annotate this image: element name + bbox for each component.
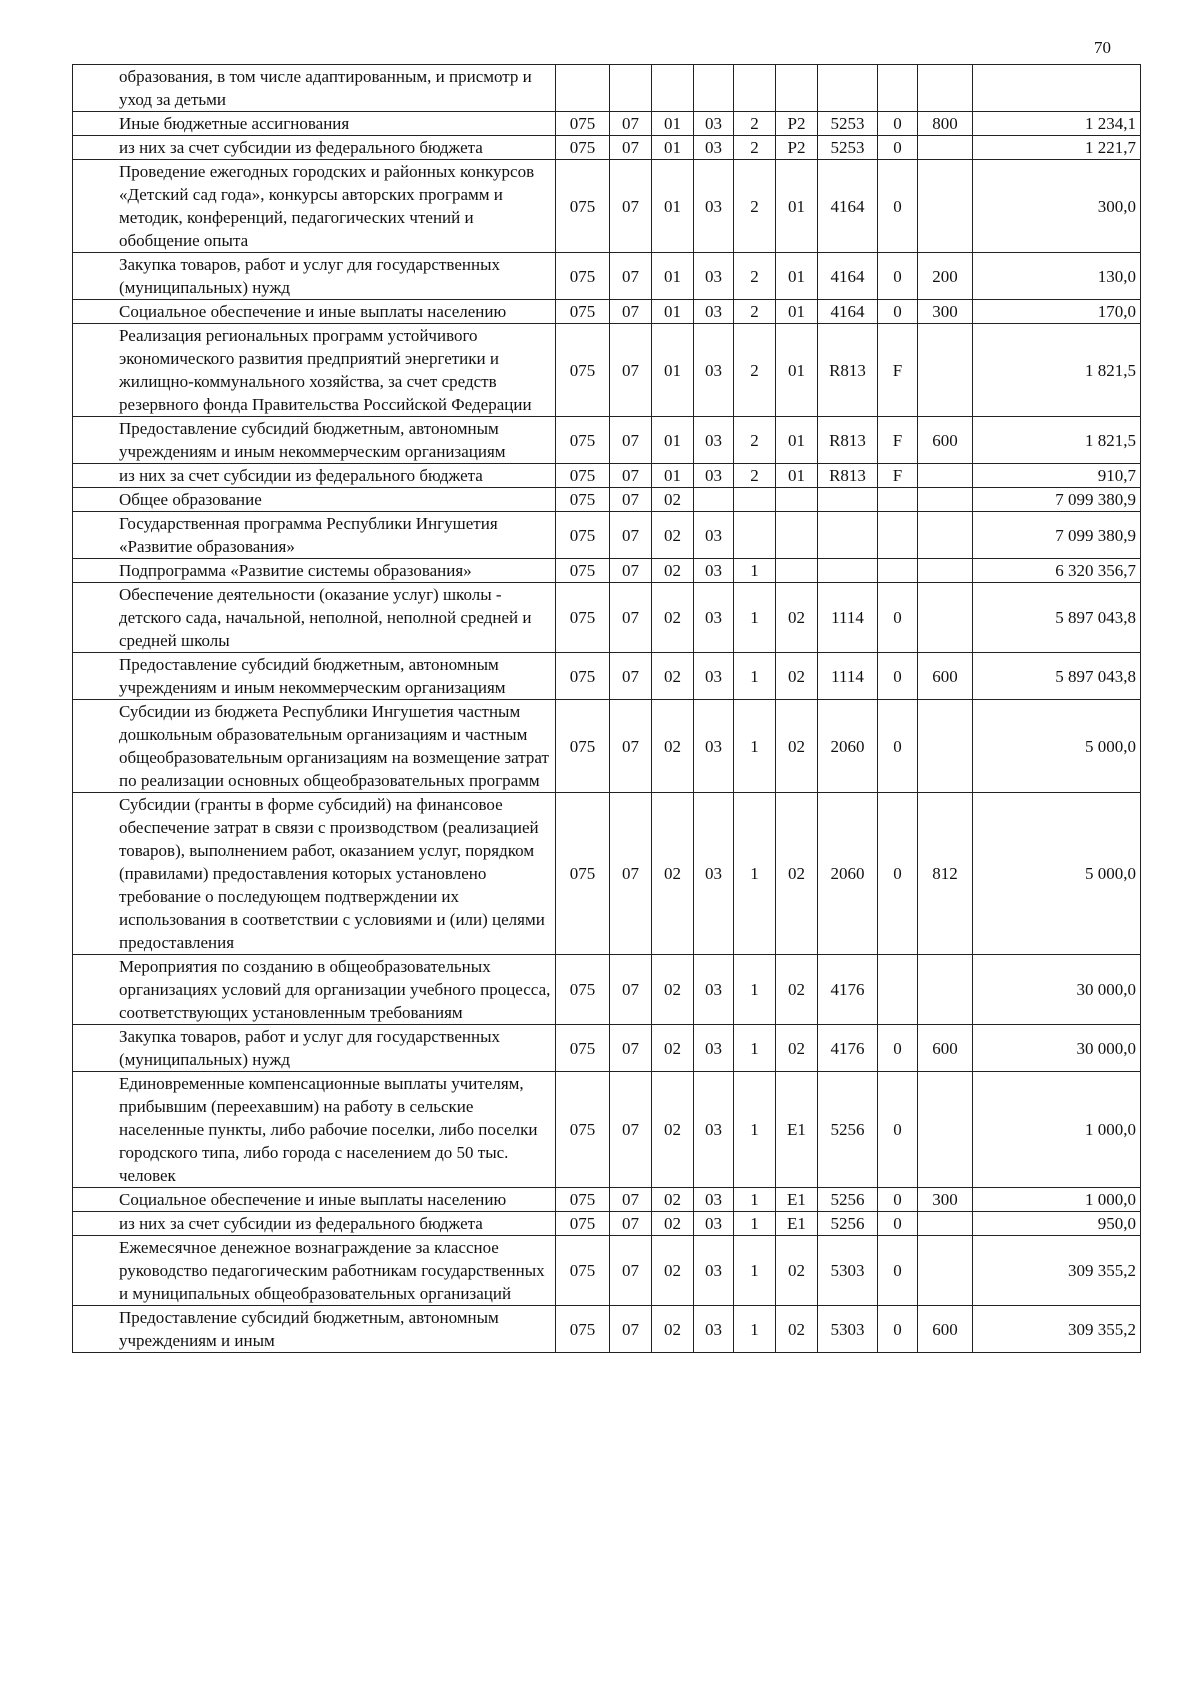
program-code-cell: 03 [694, 583, 734, 653]
event-code-cell [776, 488, 818, 512]
event-code-cell: 02 [776, 1236, 818, 1306]
event-code-cell: 01 [776, 160, 818, 253]
amount-cell: 7 099 380,9 [973, 488, 1141, 512]
direction-code-cell: 1114 [818, 653, 878, 700]
ministry-code-cell: 075 [556, 253, 610, 300]
direction-suffix-cell: 0 [878, 136, 918, 160]
section-code-cell: 07 [610, 417, 652, 464]
expense-type-code-cell [918, 324, 973, 417]
event-code-cell: 01 [776, 324, 818, 417]
expense-type-code-cell: 300 [918, 1188, 973, 1212]
program-code-cell: 03 [694, 136, 734, 160]
row-name-cell: из них за счет субсидии из федерального бюджета [73, 1212, 556, 1236]
section-code-cell: 07 [610, 488, 652, 512]
subsection-code-cell: 01 [652, 324, 694, 417]
table-row [73, 136, 1141, 160]
direction-suffix-cell: 0 [878, 1188, 918, 1212]
row-name-cell: Мероприятия по созданию в общеобразовательных организациях условий для организации учебного процесса, соответствующих установленным требованиям [73, 955, 556, 1025]
program-code-cell: 03 [694, 1188, 734, 1212]
direction-suffix-cell: 0 [878, 1306, 918, 1353]
direction-code-cell [818, 65, 878, 112]
subprogram-code-cell: 2 [734, 324, 776, 417]
subsection-code-cell: 02 [652, 700, 694, 793]
table-row [73, 1236, 1141, 1306]
table-row [73, 653, 1141, 700]
row-name-cell: Закупка товаров, работ и услуг для государственных (муниципальных) нужд [73, 1025, 556, 1072]
direction-suffix-cell: 0 [878, 112, 918, 136]
row-name-cell: Закупка товаров, работ и услуг для государственных (муниципальных) нужд [73, 253, 556, 300]
amount-cell: 7 099 380,9 [973, 512, 1141, 559]
direction-suffix-cell [878, 559, 918, 583]
subsection-code-cell: 01 [652, 112, 694, 136]
subsection-code-cell: 02 [652, 653, 694, 700]
expense-type-code-cell [918, 136, 973, 160]
expense-type-code-cell: 800 [918, 112, 973, 136]
direction-suffix-cell [878, 65, 918, 112]
direction-suffix-cell: 0 [878, 1236, 918, 1306]
program-code-cell: 03 [694, 324, 734, 417]
direction-suffix-cell: F [878, 324, 918, 417]
table-row [73, 65, 1141, 112]
expense-type-code-cell [918, 488, 973, 512]
subprogram-code-cell: 2 [734, 112, 776, 136]
event-code-cell: 02 [776, 793, 818, 955]
subsection-code-cell: 02 [652, 793, 694, 955]
row-name-cell: Субсидии из бюджета Республики Ингушетия частным дошкольным образовательным организациям и частным общеобразовательным организациям на возмещение затрат по реализации основных общеобразовательных программ [73, 700, 556, 793]
amount-cell: 950,0 [973, 1212, 1141, 1236]
ministry-code-cell: 075 [556, 300, 610, 324]
row-name-cell: из них за счет субсидии из федерального бюджета [73, 136, 556, 160]
expense-type-code-cell: 600 [918, 417, 973, 464]
section-code-cell: 07 [610, 512, 652, 559]
section-code-cell: 07 [610, 1025, 652, 1072]
amount-cell [973, 65, 1141, 112]
subsection-code-cell: 01 [652, 253, 694, 300]
program-code-cell: 03 [694, 160, 734, 253]
subsection-code-cell: 02 [652, 583, 694, 653]
row-name-cell: Общее образование [73, 488, 556, 512]
expense-type-code-cell [918, 65, 973, 112]
event-code-cell: E1 [776, 1212, 818, 1236]
ministry-code-cell: 075 [556, 1188, 610, 1212]
subsection-code-cell: 01 [652, 160, 694, 253]
section-code-cell: 07 [610, 955, 652, 1025]
ministry-code-cell: 075 [556, 1025, 610, 1072]
ministry-code-cell: 075 [556, 324, 610, 417]
ministry-code-cell: 075 [556, 1306, 610, 1353]
ministry-code-cell: 075 [556, 1236, 610, 1306]
ministry-code-cell: 075 [556, 955, 610, 1025]
subprogram-code-cell [734, 65, 776, 112]
amount-cell: 5 897 043,8 [973, 583, 1141, 653]
row-name-cell: Единовременные компенсационные выплаты учителям, прибывшим (переехавшим) на работу в сельские населенные пункты, либо рабочие поселки, либо поселки городского типа, либо города с населением до 50 тыс. человек [73, 1072, 556, 1188]
expense-type-code-cell: 200 [918, 253, 973, 300]
amount-cell: 1 821,5 [973, 417, 1141, 464]
row-name-cell: образования, в том числе адаптированным, и присмотр и уход за детьми [73, 65, 556, 112]
expense-type-code-cell [918, 559, 973, 583]
ministry-code-cell: 075 [556, 512, 610, 559]
amount-cell: 6 320 356,7 [973, 559, 1141, 583]
amount-cell: 1 000,0 [973, 1072, 1141, 1188]
expense-type-code-cell [918, 700, 973, 793]
direction-suffix-cell [878, 488, 918, 512]
direction-code-cell: R813 [818, 417, 878, 464]
direction-code-cell: 2060 [818, 700, 878, 793]
direction-code-cell: 4176 [818, 1025, 878, 1072]
event-code-cell: 02 [776, 1306, 818, 1353]
event-code-cell: E1 [776, 1188, 818, 1212]
subsection-code-cell: 02 [652, 1212, 694, 1236]
subsection-code-cell: 02 [652, 955, 694, 1025]
direction-suffix-cell: 0 [878, 653, 918, 700]
event-code-cell: 02 [776, 583, 818, 653]
page-number: 70 [1094, 38, 1111, 57]
ministry-code-cell: 075 [556, 559, 610, 583]
event-code-cell: P2 [776, 112, 818, 136]
subprogram-code-cell: 1 [734, 653, 776, 700]
subprogram-code-cell: 1 [734, 1236, 776, 1306]
section-code-cell: 07 [610, 700, 652, 793]
row-name-cell: Обеспечение деятельности (оказание услуг) школы - детского сада, начальной, неполной, неполной средней и средней школы [73, 583, 556, 653]
direction-code-cell: 4164 [818, 300, 878, 324]
event-code-cell: P2 [776, 136, 818, 160]
subprogram-code-cell: 1 [734, 793, 776, 955]
event-code-cell [776, 559, 818, 583]
subprogram-code-cell [734, 488, 776, 512]
subprogram-code-cell: 1 [734, 583, 776, 653]
row-name-cell: Иные бюджетные ассигнования [73, 112, 556, 136]
table-row [73, 417, 1141, 464]
table-row [73, 112, 1141, 136]
table-row [73, 160, 1141, 253]
table-row [73, 1025, 1141, 1072]
direction-suffix-cell: 0 [878, 1025, 918, 1072]
direction-code-cell: 5253 [818, 112, 878, 136]
table-row [73, 955, 1141, 1025]
program-code-cell: 03 [694, 300, 734, 324]
amount-cell: 5 000,0 [973, 793, 1141, 955]
row-name-cell: Подпрограмма «Развитие системы образования» [73, 559, 556, 583]
subprogram-code-cell: 2 [734, 160, 776, 253]
direction-suffix-cell: 0 [878, 160, 918, 253]
section-code-cell: 07 [610, 136, 652, 160]
event-code-cell: 01 [776, 417, 818, 464]
expense-type-code-cell: 300 [918, 300, 973, 324]
row-name-cell: из них за счет субсидии из федерального бюджета [73, 464, 556, 488]
row-name-cell: Государственная программа Республики Ингушетия «Развитие образования» [73, 512, 556, 559]
direction-code-cell: 1114 [818, 583, 878, 653]
budget-table [72, 64, 1141, 1353]
direction-suffix-cell: 0 [878, 1072, 918, 1188]
direction-suffix-cell: 0 [878, 583, 918, 653]
event-code-cell [776, 65, 818, 112]
program-code-cell: 03 [694, 1212, 734, 1236]
row-name-cell: Социальное обеспечение и иные выплаты населению [73, 300, 556, 324]
ministry-code-cell: 075 [556, 464, 610, 488]
subprogram-code-cell: 1 [734, 1212, 776, 1236]
expense-type-code-cell [918, 583, 973, 653]
section-code-cell: 07 [610, 160, 652, 253]
table-row [73, 1306, 1141, 1353]
subsection-code-cell: 02 [652, 488, 694, 512]
program-code-cell: 03 [694, 1306, 734, 1353]
direction-suffix-cell: 0 [878, 1212, 918, 1236]
direction-code-cell: R813 [818, 324, 878, 417]
section-code-cell: 07 [610, 583, 652, 653]
program-code-cell: 03 [694, 253, 734, 300]
program-code-cell: 03 [694, 512, 734, 559]
subsection-code-cell: 02 [652, 1025, 694, 1072]
amount-cell: 30 000,0 [973, 955, 1141, 1025]
table-row [73, 1188, 1141, 1212]
amount-cell: 1 221,7 [973, 136, 1141, 160]
subsection-code-cell [652, 65, 694, 112]
ministry-code-cell: 075 [556, 160, 610, 253]
table-row [73, 559, 1141, 583]
section-code-cell: 07 [610, 1072, 652, 1188]
direction-code-cell [818, 559, 878, 583]
row-name-cell: Предоставление субсидий бюджетным, автономным учреждениям и иным некоммерческим организациям [73, 653, 556, 700]
ministry-code-cell: 075 [556, 583, 610, 653]
table-row [73, 300, 1141, 324]
subprogram-code-cell: 2 [734, 464, 776, 488]
expense-type-code-cell [918, 464, 973, 488]
expense-type-code-cell: 812 [918, 793, 973, 955]
program-code-cell: 03 [694, 1236, 734, 1306]
direction-suffix-cell: 0 [878, 300, 918, 324]
amount-cell: 170,0 [973, 300, 1141, 324]
ministry-code-cell: 075 [556, 700, 610, 793]
table-row [73, 1072, 1141, 1188]
amount-cell: 130,0 [973, 253, 1141, 300]
section-code-cell: 07 [610, 793, 652, 955]
amount-cell: 5 000,0 [973, 700, 1141, 793]
expense-type-code-cell [918, 1236, 973, 1306]
subsection-code-cell: 02 [652, 1306, 694, 1353]
direction-code-cell: 2060 [818, 793, 878, 955]
subsection-code-cell: 01 [652, 417, 694, 464]
subsection-code-cell: 01 [652, 136, 694, 160]
subprogram-code-cell: 1 [734, 700, 776, 793]
direction-code-cell: 5253 [818, 136, 878, 160]
subsection-code-cell: 02 [652, 559, 694, 583]
section-code-cell [610, 65, 652, 112]
program-code-cell: 03 [694, 955, 734, 1025]
table-row [73, 253, 1141, 300]
program-code-cell: 03 [694, 793, 734, 955]
subsection-code-cell: 01 [652, 300, 694, 324]
expense-type-code-cell: 600 [918, 1025, 973, 1072]
subprogram-code-cell: 2 [734, 136, 776, 160]
expense-type-code-cell [918, 1212, 973, 1236]
direction-code-cell [818, 488, 878, 512]
program-code-cell: 03 [694, 1025, 734, 1072]
amount-cell: 910,7 [973, 464, 1141, 488]
table-row [73, 464, 1141, 488]
row-name-cell: Социальное обеспечение и иные выплаты населению [73, 1188, 556, 1212]
section-code-cell: 07 [610, 324, 652, 417]
ministry-code-cell [556, 65, 610, 112]
event-code-cell: 02 [776, 653, 818, 700]
direction-suffix-cell [878, 512, 918, 559]
table-row [73, 1212, 1141, 1236]
row-name-cell: Ежемесячное денежное вознаграждение за классное руководство педагогическим работникам государственных и муниципальных общеобразовательных организаций [73, 1236, 556, 1306]
row-name-cell: Предоставление субсидий бюджетным, автономным учреждениям и иным некоммерческим организациям [73, 417, 556, 464]
expense-type-code-cell [918, 1072, 973, 1188]
table-row [73, 583, 1141, 653]
amount-cell: 1 000,0 [973, 1188, 1141, 1212]
subsection-code-cell: 02 [652, 512, 694, 559]
expense-type-code-cell: 600 [918, 1306, 973, 1353]
subprogram-code-cell: 2 [734, 300, 776, 324]
program-code-cell: 03 [694, 559, 734, 583]
event-code-cell: 02 [776, 700, 818, 793]
ministry-code-cell: 075 [556, 1072, 610, 1188]
program-code-cell: 03 [694, 464, 734, 488]
program-code-cell: 03 [694, 700, 734, 793]
section-code-cell: 07 [610, 112, 652, 136]
subsection-code-cell: 02 [652, 1072, 694, 1188]
program-code-cell: 03 [694, 1072, 734, 1188]
ministry-code-cell: 075 [556, 417, 610, 464]
event-code-cell: 02 [776, 955, 818, 1025]
subprogram-code-cell: 2 [734, 417, 776, 464]
ministry-code-cell: 075 [556, 653, 610, 700]
table-row [73, 512, 1141, 559]
amount-cell: 309 355,2 [973, 1236, 1141, 1306]
program-code-cell: 03 [694, 112, 734, 136]
subprogram-code-cell [734, 512, 776, 559]
direction-code-cell: 5256 [818, 1072, 878, 1188]
table-row [73, 324, 1141, 417]
subprogram-code-cell: 1 [734, 1306, 776, 1353]
subprogram-code-cell: 1 [734, 559, 776, 583]
row-name-cell: Реализация региональных программ устойчивого экономического развития предприятий энергетики и жилищно-коммунального хозяйства, за счет средств резервного фонда Правительства Российской Федерации [73, 324, 556, 417]
section-code-cell: 07 [610, 1306, 652, 1353]
section-code-cell: 07 [610, 464, 652, 488]
subsection-code-cell: 02 [652, 1236, 694, 1306]
amount-cell: 1 234,1 [973, 112, 1141, 136]
event-code-cell: 02 [776, 1025, 818, 1072]
subprogram-code-cell: 1 [734, 1188, 776, 1212]
ministry-code-cell: 075 [556, 793, 610, 955]
direction-suffix-cell: F [878, 464, 918, 488]
expense-type-code-cell [918, 160, 973, 253]
subsection-code-cell: 01 [652, 464, 694, 488]
subprogram-code-cell: 1 [734, 1025, 776, 1072]
direction-suffix-cell: 0 [878, 253, 918, 300]
ministry-code-cell: 075 [556, 136, 610, 160]
table-row [73, 488, 1141, 512]
event-code-cell: 01 [776, 253, 818, 300]
event-code-cell: 01 [776, 300, 818, 324]
section-code-cell: 07 [610, 653, 652, 700]
event-code-cell: E1 [776, 1072, 818, 1188]
program-code-cell: 03 [694, 653, 734, 700]
direction-suffix-cell: F [878, 417, 918, 464]
direction-code-cell: 4164 [818, 253, 878, 300]
table-row [73, 700, 1141, 793]
subprogram-code-cell: 1 [734, 955, 776, 1025]
program-code-cell: 03 [694, 417, 734, 464]
row-name-cell: Предоставление субсидий бюджетным, автономным учреждениям и иным [73, 1306, 556, 1353]
expense-type-code-cell [918, 955, 973, 1025]
program-code-cell [694, 488, 734, 512]
row-name-cell: Проведение ежегодных городских и районных конкурсов «Детский сад года», конкурсы авторских программ и методик, конференций, педагогических чтений и обобщение опыта [73, 160, 556, 253]
section-code-cell: 07 [610, 1188, 652, 1212]
section-code-cell: 07 [610, 1212, 652, 1236]
direction-suffix-cell: 0 [878, 700, 918, 793]
section-code-cell: 07 [610, 300, 652, 324]
amount-cell: 1 821,5 [973, 324, 1141, 417]
section-code-cell: 07 [610, 1236, 652, 1306]
direction-code-cell: R813 [818, 464, 878, 488]
expense-type-code-cell [918, 512, 973, 559]
event-code-cell [776, 512, 818, 559]
row-name-cell: Субсидии (гранты в форме субсидий) на финансовое обеспечение затрат в связи с производством (реализацией товаров), выполнением работ, оказанием услуг, порядком (правилами) предоставления которых установлено требование о последующем подтверждении их использования в соответствии с условиями и (или) целями предоставления [73, 793, 556, 955]
expense-type-code-cell: 600 [918, 653, 973, 700]
direction-code-cell: 4176 [818, 955, 878, 1025]
table-row [73, 793, 1141, 955]
ministry-code-cell: 075 [556, 1212, 610, 1236]
subprogram-code-cell: 1 [734, 1072, 776, 1188]
direction-suffix-cell: 0 [878, 793, 918, 955]
direction-code-cell: 4164 [818, 160, 878, 253]
direction-code-cell: 5256 [818, 1212, 878, 1236]
direction-code-cell: 5256 [818, 1188, 878, 1212]
ministry-code-cell: 075 [556, 112, 610, 136]
subsection-code-cell: 02 [652, 1188, 694, 1212]
direction-code-cell: 5303 [818, 1236, 878, 1306]
section-code-cell: 07 [610, 559, 652, 583]
ministry-code-cell: 075 [556, 488, 610, 512]
direction-code-cell: 5303 [818, 1306, 878, 1353]
amount-cell: 5 897 043,8 [973, 653, 1141, 700]
subprogram-code-cell: 2 [734, 253, 776, 300]
amount-cell: 30 000,0 [973, 1025, 1141, 1072]
direction-suffix-cell [878, 955, 918, 1025]
amount-cell: 300,0 [973, 160, 1141, 253]
amount-cell: 309 355,2 [973, 1306, 1141, 1353]
event-code-cell: 01 [776, 464, 818, 488]
section-code-cell: 07 [610, 253, 652, 300]
program-code-cell [694, 65, 734, 112]
direction-code-cell [818, 512, 878, 559]
